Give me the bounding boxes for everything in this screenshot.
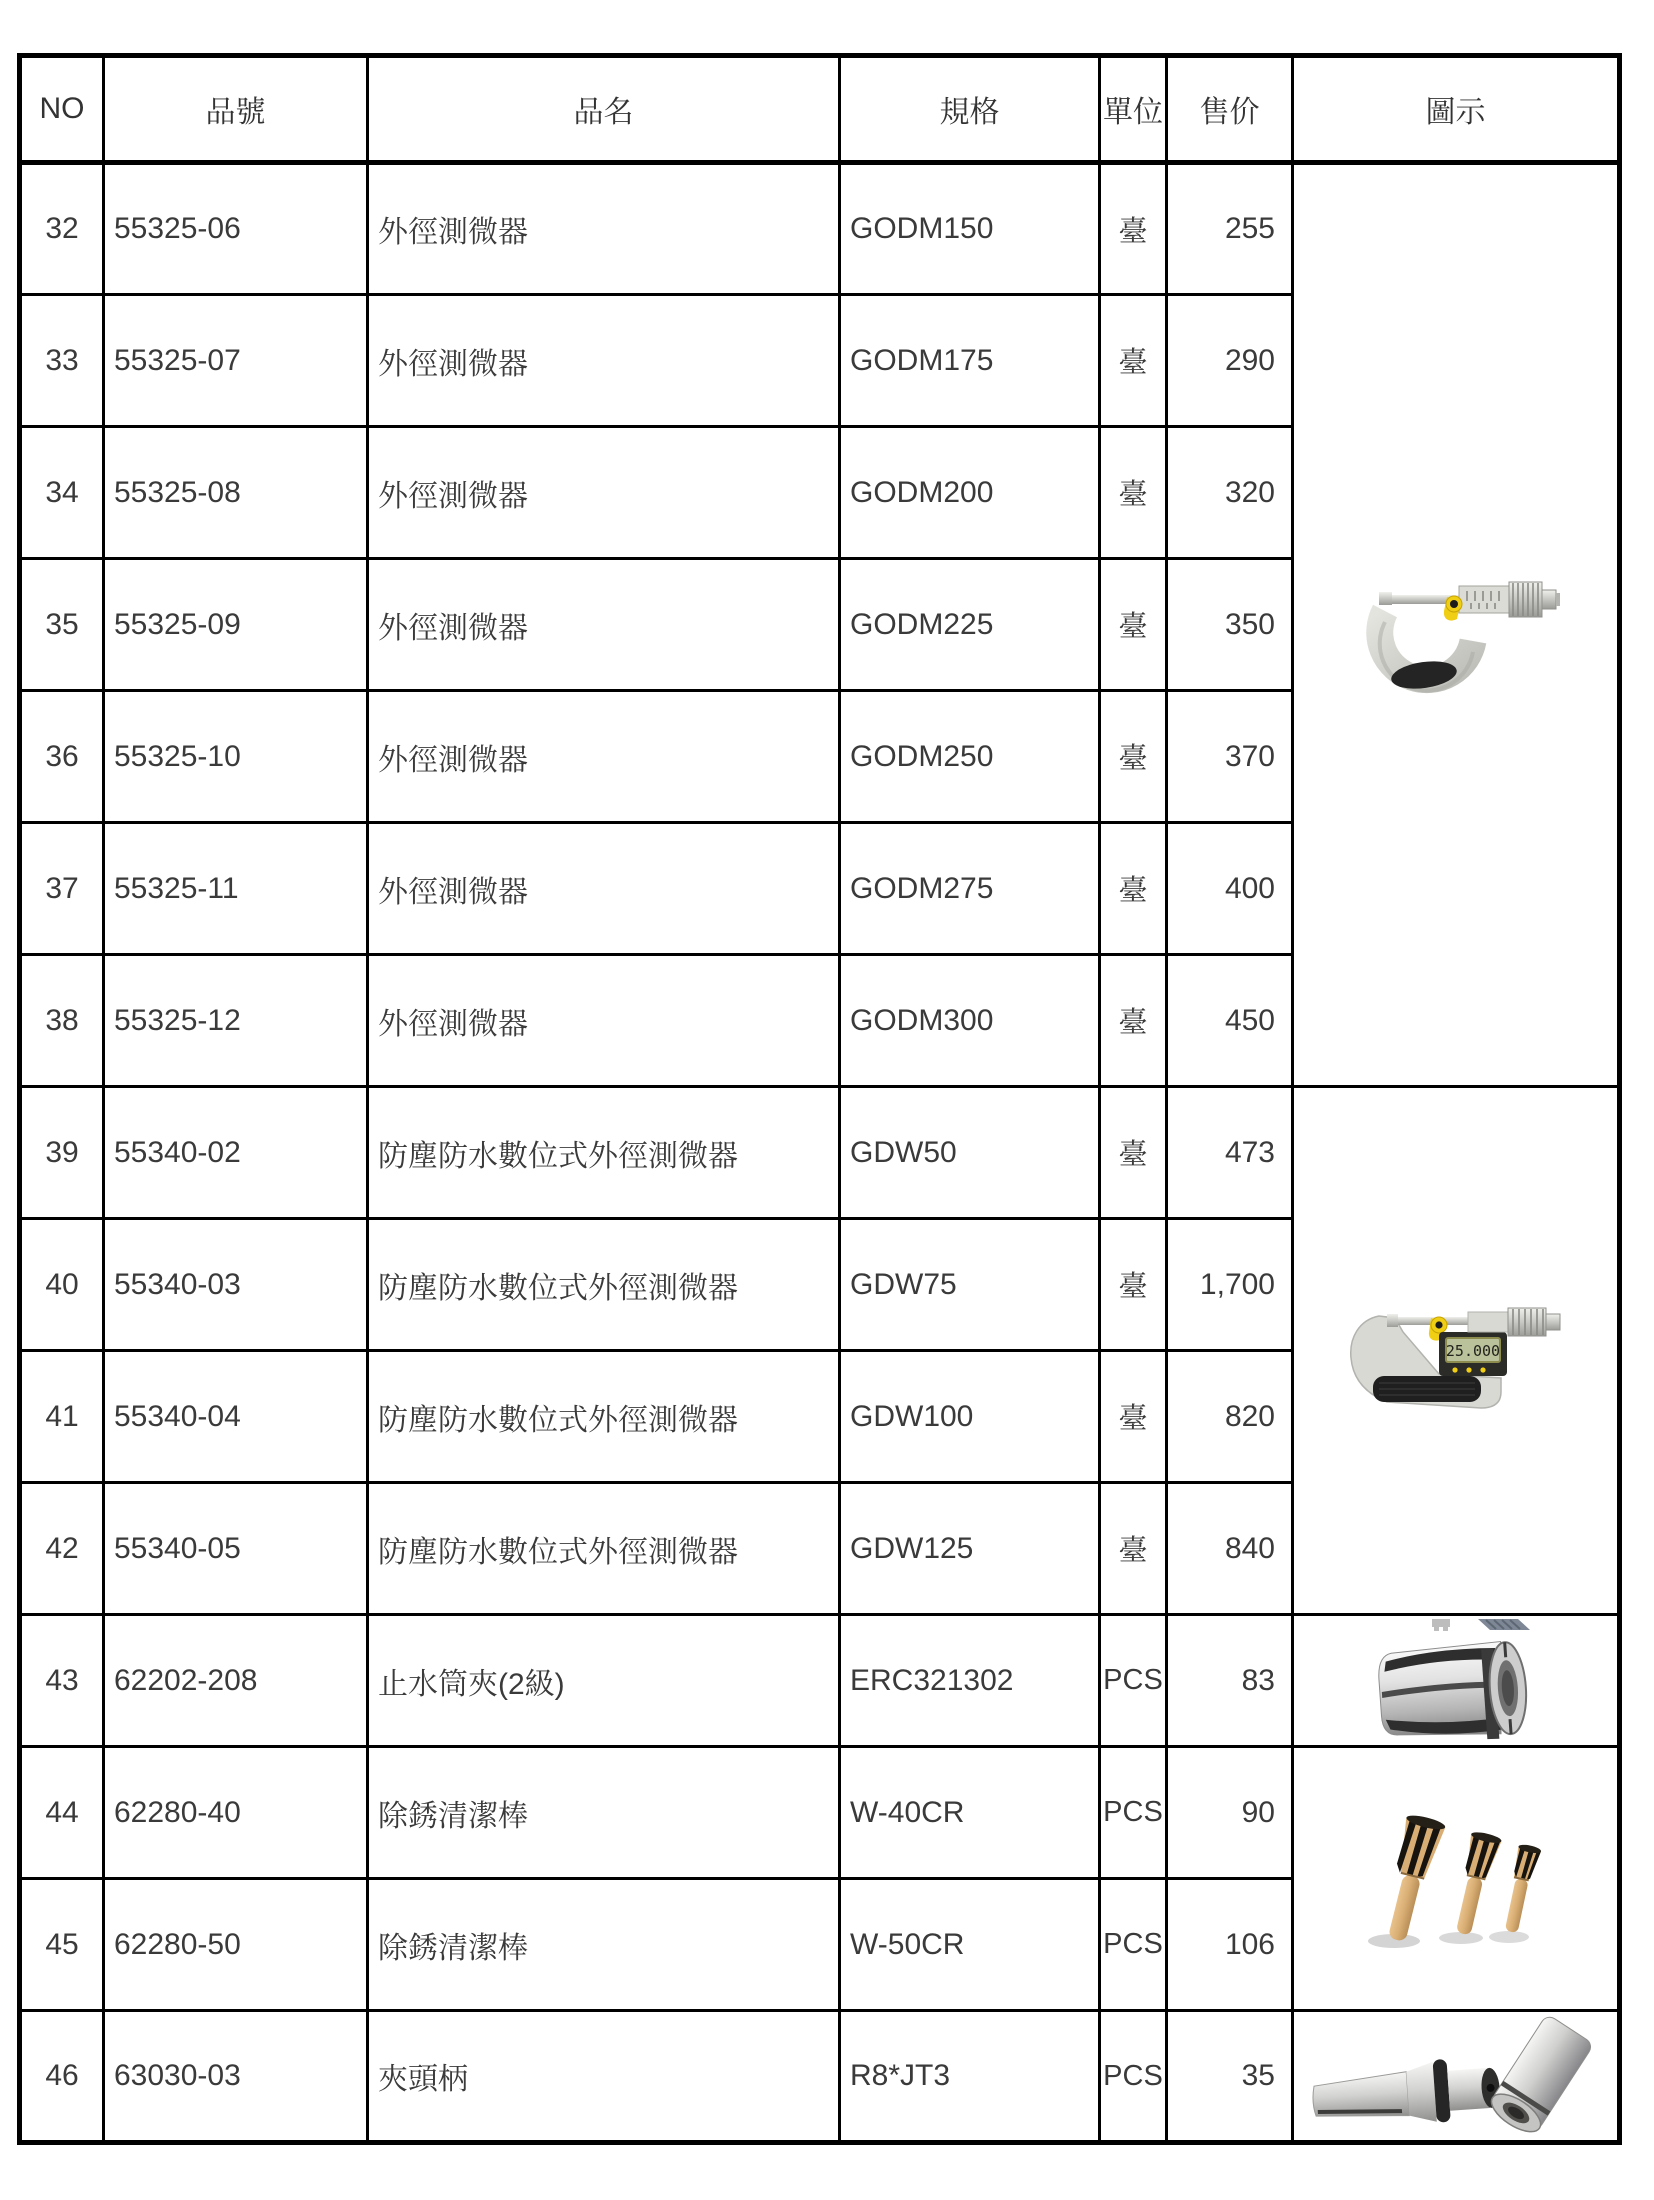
row-number-cell: 43 (20, 1615, 104, 1747)
spec-cell: ERC321302 (840, 1615, 1100, 1747)
unit-cell: 臺 (1100, 1087, 1167, 1219)
header-price: 售价 (1167, 56, 1293, 163)
spec-cell: GDW125 (840, 1483, 1100, 1615)
price-cell: 83 (1167, 1615, 1293, 1747)
item-number-cell: 55325-07 (104, 295, 368, 427)
product-name-cell: 夾頭柄 (368, 2011, 840, 2143)
item-number-cell: 55325-10 (104, 691, 368, 823)
row-number-cell: 45 (20, 1879, 104, 2011)
price-cell: 473 (1167, 1087, 1293, 1219)
row-number-cell: 37 (20, 823, 104, 955)
row-number-cell: 42 (20, 1483, 104, 1615)
unit-cell: 臺 (1100, 427, 1167, 559)
spec-cell: GODM200 (840, 427, 1100, 559)
row-number-cell: 46 (20, 2011, 104, 2143)
row-number-cell: 32 (20, 163, 104, 295)
header-name: 品名 (368, 56, 840, 163)
product-name-cell: 防塵防水數位式外徑測微器 (368, 1351, 840, 1483)
row-number-cell: 35 (20, 559, 104, 691)
price-cell: 106 (1167, 1879, 1293, 2011)
product-name-cell: 外徑測微器 (368, 163, 840, 295)
product-name-cell: 外徑測微器 (368, 691, 840, 823)
product-name-cell: 外徑測微器 (368, 295, 840, 427)
header-image: 圖示 (1293, 56, 1620, 163)
header-no: NO (20, 56, 104, 163)
unit-cell: PCS (1100, 1747, 1167, 1879)
price-cell: 90 (1167, 1747, 1293, 1879)
product-name-cell: 外徑測微器 (368, 427, 840, 559)
unit-cell: 臺 (1100, 955, 1167, 1087)
item-number-cell: 55325-09 (104, 559, 368, 691)
spec-cell: GODM300 (840, 955, 1100, 1087)
item-number-cell: 62280-50 (104, 1879, 368, 2011)
product-name-cell: 外徑測微器 (368, 823, 840, 955)
price-cell: 450 (1167, 955, 1293, 1087)
unit-cell: 臺 (1100, 691, 1167, 823)
rust-cleaning-rods-icon (1356, 1804, 1556, 1954)
table-row (20, 2011, 1620, 2143)
spec-cell: GDW50 (840, 1087, 1100, 1219)
digital-micrometer-photo (1293, 1087, 1620, 1615)
item-number-cell: 55340-02 (104, 1087, 368, 1219)
row-number-cell: 36 (20, 691, 104, 823)
unit-cell: PCS (1100, 2011, 1167, 2143)
price-cell: 820 (1167, 1351, 1293, 1483)
collet-chuck-arbor-icon (1303, 2012, 1608, 2140)
item-number-cell: 63030-03 (104, 2011, 368, 2143)
spec-cell: R8*JT3 (840, 2011, 1100, 2143)
spec-cell: GODM250 (840, 691, 1100, 823)
unit-cell: 臺 (1100, 163, 1167, 295)
item-number-cell: 55325-06 (104, 163, 368, 295)
spec-cell: W-40CR (840, 1747, 1100, 1879)
item-number-cell: 62202-208 (104, 1615, 368, 1747)
product-name-cell: 止水筒夾(2級) (368, 1615, 840, 1747)
analog-micrometer-photo (1293, 163, 1620, 1087)
product-name-cell: 防塵防水數位式外徑測微器 (368, 1219, 840, 1351)
unit-cell: 臺 (1100, 1219, 1167, 1351)
item-number-cell: 55325-08 (104, 427, 368, 559)
table-row (20, 163, 1620, 295)
unit-cell: 臺 (1100, 559, 1167, 691)
header-spec: 規格 (840, 56, 1100, 163)
rust-cleaning-rods-photo (1293, 1747, 1620, 2011)
price-cell: 370 (1167, 691, 1293, 823)
price-cell: 840 (1167, 1483, 1293, 1615)
price-cell: 255 (1167, 163, 1293, 295)
row-number-cell: 34 (20, 427, 104, 559)
price-table (17, 53, 1622, 2145)
product-name-cell: 防塵防水數位式外徑測微器 (368, 1483, 840, 1615)
item-number-cell: 55340-05 (104, 1483, 368, 1615)
spec-cell: GODM275 (840, 823, 1100, 955)
spec-cell: GDW100 (840, 1351, 1100, 1483)
spec-cell: W-50CR (840, 1879, 1100, 2011)
unit-cell: PCS (1100, 1615, 1167, 1747)
er-collet-photo (1293, 1615, 1620, 1747)
price-table-body (20, 163, 1620, 2143)
header-unit: 單位 (1100, 56, 1167, 163)
er-collet-icon (1358, 1617, 1553, 1745)
product-name-cell: 外徑測微器 (368, 955, 840, 1087)
table-header (20, 56, 1620, 163)
price-cell: 1,700 (1167, 1219, 1293, 1351)
header-row (20, 56, 1620, 163)
collet-chuck-arbor-photo (1293, 2011, 1620, 2143)
row-number-cell: 33 (20, 295, 104, 427)
product-name-cell: 防塵防水數位式外徑測微器 (368, 1087, 840, 1219)
price-cell: 35 (1167, 2011, 1293, 2143)
table-row (20, 1087, 1620, 1219)
price-cell: 320 (1167, 427, 1293, 559)
item-number-cell: 55340-04 (104, 1351, 368, 1483)
item-number-cell: 55325-12 (104, 955, 368, 1087)
row-number-cell: 38 (20, 955, 104, 1087)
spec-cell: GDW75 (840, 1219, 1100, 1351)
item-number-cell: 55340-03 (104, 1219, 368, 1351)
unit-cell: 臺 (1100, 295, 1167, 427)
row-number-cell: 44 (20, 1747, 104, 1879)
digital-micrometer-icon (1343, 1286, 1569, 1416)
row-number-cell: 41 (20, 1351, 104, 1483)
product-name-cell: 除銹清潔棒 (368, 1879, 840, 2011)
spec-cell: GODM150 (840, 163, 1100, 295)
price-cell: 400 (1167, 823, 1293, 955)
price-cell: 290 (1167, 295, 1293, 427)
analog-micrometer-icon (1351, 545, 1561, 705)
product-name-cell: 外徑測微器 (368, 559, 840, 691)
product-name-cell: 除銹清潔棒 (368, 1747, 840, 1879)
unit-cell: 臺 (1100, 1483, 1167, 1615)
table-row (20, 1747, 1620, 1879)
price-cell: 350 (1167, 559, 1293, 691)
item-number-cell: 62280-40 (104, 1747, 368, 1879)
row-number-cell: 40 (20, 1219, 104, 1351)
svg-text:25.000: 25.000 (1445, 1341, 1500, 1360)
unit-cell: 臺 (1100, 823, 1167, 955)
header-item: 品號 (104, 56, 368, 163)
spec-cell: GODM175 (840, 295, 1100, 427)
unit-cell: PCS (1100, 1879, 1167, 2011)
unit-cell: 臺 (1100, 1351, 1167, 1483)
row-number-cell: 39 (20, 1087, 104, 1219)
spec-cell: GODM225 (840, 559, 1100, 691)
item-number-cell: 55325-11 (104, 823, 368, 955)
table-row (20, 1615, 1620, 1747)
